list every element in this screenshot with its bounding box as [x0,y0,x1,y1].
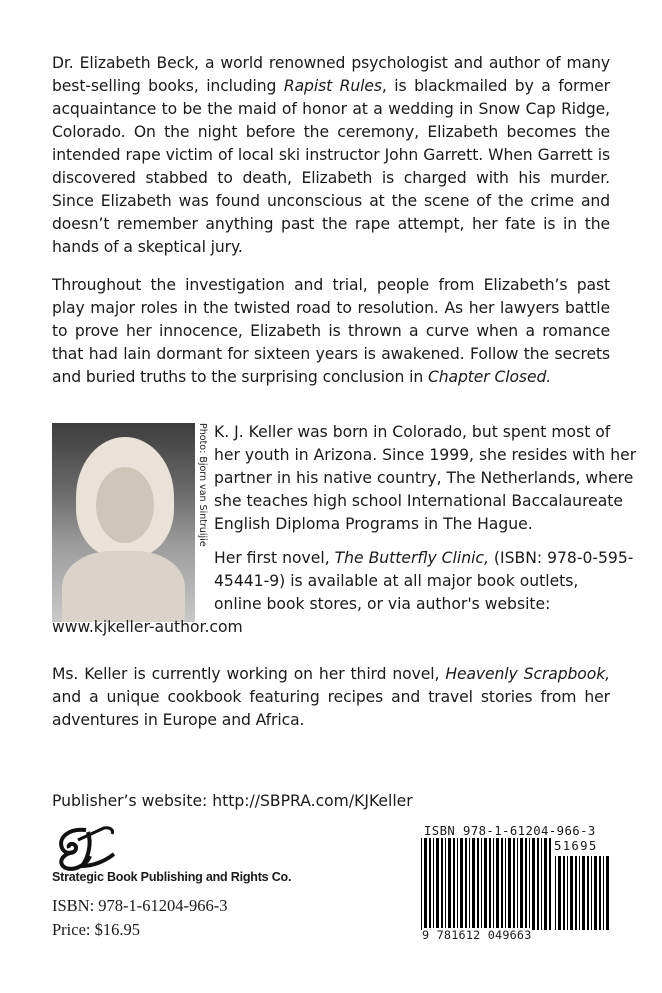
synopsis-paragraph-1 [52,52,610,259]
photo-credit-text: Photo: Bjorn van Sintruijie [197,423,208,547]
price-label: Price: $16.95 [52,920,140,939]
bio-text: Ms. Keller is currently working on her third novel, [52,665,446,683]
synopsis-text: , is blackmailed by a former acquaintance to be the maid of honor at a wedding in Snow Cap Ridge, Colorado. On the night before the ceremony, Elizabeth becomes the intended rape victim of local ski instructor John Garrett. When Garrett is discovered stabbed to death, Elizabeth is charged with his murder. Since Elizabeth was found unconscious at the scene of the crime and doesn’t remember anything past the rape attempt, her fate is in the hands of a skeptical jury. [52,77,610,256]
synopsis-paragraph-2 [52,274,610,389]
bio-line: her youth in Arizona. Since 1999, she resides with her [214,446,637,464]
bio-text: and a unique cookbook featuring recipes and travel stories from her adventures in Europe and Africa. [52,688,610,729]
book-title-chapter-closed: Chapter Closed. [427,368,552,386]
bio-line: English Diploma Programs in The Hague. [214,515,533,533]
barcode-bars [420,838,552,930]
author-current-work [52,663,610,732]
bio-text: (ISBN: 978-0-595- [488,549,634,567]
publisher-logo [52,824,122,872]
book-title-heavenly-scrapbook: Heavenly Scrapbook, [445,665,610,683]
book-title-butterfly-clinic: The Butterfly Clinic, [334,549,489,567]
barcode-addon-digits: 51695 [554,839,598,853]
barcode-addon-bars [554,856,611,930]
barcode-digits: 9 781612 049663 [422,928,532,942]
barcode-isbn-text: ISBN 978-1-61204-966-3 [424,824,596,838]
bio-line: she teaches high school International Baccalaureate [214,492,623,510]
bio-line: partner in his native country, The Netherlands, where [214,469,634,487]
bio-line [52,547,634,570]
synopsis-text: Throughout the investigation and trial, people from Elizabeth’s past play major roles in the twisted road to resolution. As her lawyers battle to prove her innocence, Elizabeth is thrown a curve when a romance that had lain dormant for sixteen years is awakened. Follow the secrets and buried truths to the surprising conclusion in [52,276,610,386]
author-first-novel [52,547,634,639]
author-website-link: www.kjkeller-author.com [52,618,243,636]
bio-line: K. J. Keller was born in Colorado, but spent most of [214,423,611,441]
isbn-label: ISBN: 978-1-61204-966-3 [52,896,228,915]
bio-line: 45441-9) is available at all major book outlets, [214,572,579,590]
publisher-name: Strategic Book Publishing and Rights Co. [52,870,292,884]
synopsis-text: Dr. Elizabeth Beck, a world renowned psychologist and author of many best-selling books, including [52,54,610,95]
barcode [420,824,613,942]
author-bio [52,421,637,536]
bio-text: Her first novel, [214,549,335,567]
publisher-website: Publisher’s website: http://SBPRA.com/KJKeller [52,792,413,810]
bio-line: online book stores, or via author's website: [214,595,551,613]
book-title-rapist-rules: Rapist Rules [283,77,382,95]
